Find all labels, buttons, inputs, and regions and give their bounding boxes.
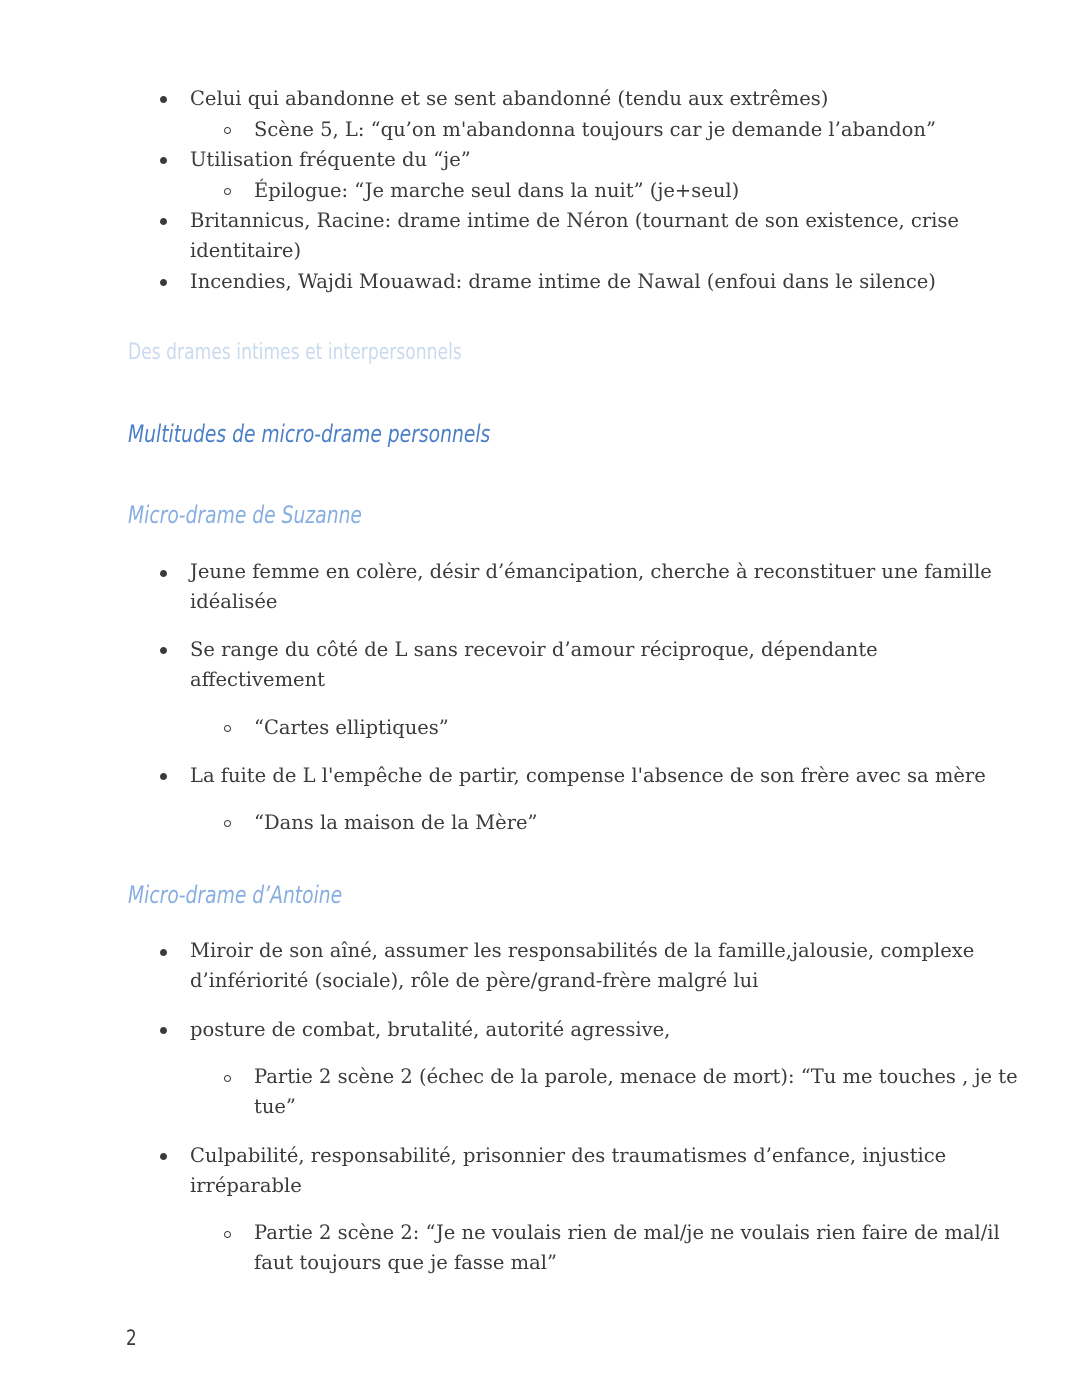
page-number: 2 <box>126 1326 137 1350</box>
list-subitem: Épilogue: “Je marche seul dans la nuit” (je+seul) <box>254 179 740 202</box>
list-subitem-continuation: faut toujours que je fasse mal” <box>254 1251 557 1274</box>
section-heading: Des drames intimes et interpersonnels <box>128 340 462 365</box>
bullet-circle-icon <box>224 1075 231 1082</box>
bullet-dot-icon <box>160 1027 167 1034</box>
bullet-dot-icon <box>160 1153 167 1160</box>
bullet-dot-icon <box>160 647 167 654</box>
bullet-dot-icon <box>160 279 167 286</box>
list-subitem-continuation: tue” <box>254 1095 296 1118</box>
bullet-dot-icon <box>160 773 167 780</box>
list-item: Celui qui abandonne et se sent abandonné (tendu aux extrêmes) <box>190 87 829 110</box>
bullet-circle-icon <box>224 820 231 827</box>
bullet-circle-icon <box>224 188 231 195</box>
list-subitem: “Cartes elliptiques” <box>254 716 449 739</box>
list-item-continuation: irréparable <box>190 1174 302 1197</box>
list-subitem: Scène 5, L: “qu’on m'abandonna toujours car je demande l’abandon” <box>254 118 936 141</box>
list-item-continuation: identitaire) <box>190 239 302 262</box>
list-item-continuation: d’infériorité (sociale), rôle de père/grand-frère malgré lui <box>190 969 759 992</box>
list-item: Jeune femme en colère, désir d’émancipation, cherche à reconstituer une famille <box>190 560 992 583</box>
list-item: posture de combat, brutalité, autorité agressive, <box>190 1018 671 1041</box>
bullet-circle-icon <box>224 1231 231 1238</box>
antoine-heading: Micro-drame d’Antoine <box>128 881 343 909</box>
list-item-continuation: affectivement <box>190 668 325 691</box>
list-item: Incendies, Wajdi Mouawad: drame intime de Nawal (enfoui dans le silence) <box>190 270 936 293</box>
list-item: Utilisation fréquente du “je” <box>190 148 471 171</box>
bullet-dot-icon <box>160 157 167 164</box>
list-subitem: “Dans la maison de la Mère” <box>254 811 538 834</box>
list-subitem: Partie 2 scène 2 (échec de la parole, menace de mort): “Tu me touches , je te <box>254 1065 1018 1088</box>
bullet-circle-icon <box>224 725 231 732</box>
list-item: Culpabilité, responsabilité, prisonnier des traumatismes d’enfance, injustice <box>190 1144 947 1167</box>
bullet-dot-icon <box>160 949 167 956</box>
bullet-circle-icon <box>224 127 231 134</box>
list-item: La fuite de L l'empêche de partir, compense l'absence de son frère avec sa mère <box>190 764 986 787</box>
suzanne-heading: Micro-drame de Suzanne <box>128 501 362 529</box>
subsection-heading: Multitudes de micro-drame personnels <box>128 420 491 448</box>
bullet-dot-icon <box>160 96 167 103</box>
bullet-dot-icon <box>160 218 167 225</box>
list-item: Britannicus, Racine: drame intime de Néron (tournant de son existence, crise <box>190 209 959 232</box>
list-item: Miroir de son aîné, assumer les responsabilités de la famille,jalousie, complexe <box>190 939 975 962</box>
bullet-dot-icon <box>160 570 167 577</box>
list-item: Se range du côté de L sans recevoir d’amour réciproque, dépendante <box>190 638 878 661</box>
list-item-continuation: idéalisée <box>190 590 278 613</box>
list-subitem: Partie 2 scène 2: “Je ne voulais rien de mal/je ne voulais rien faire de mal/il <box>254 1221 1000 1244</box>
